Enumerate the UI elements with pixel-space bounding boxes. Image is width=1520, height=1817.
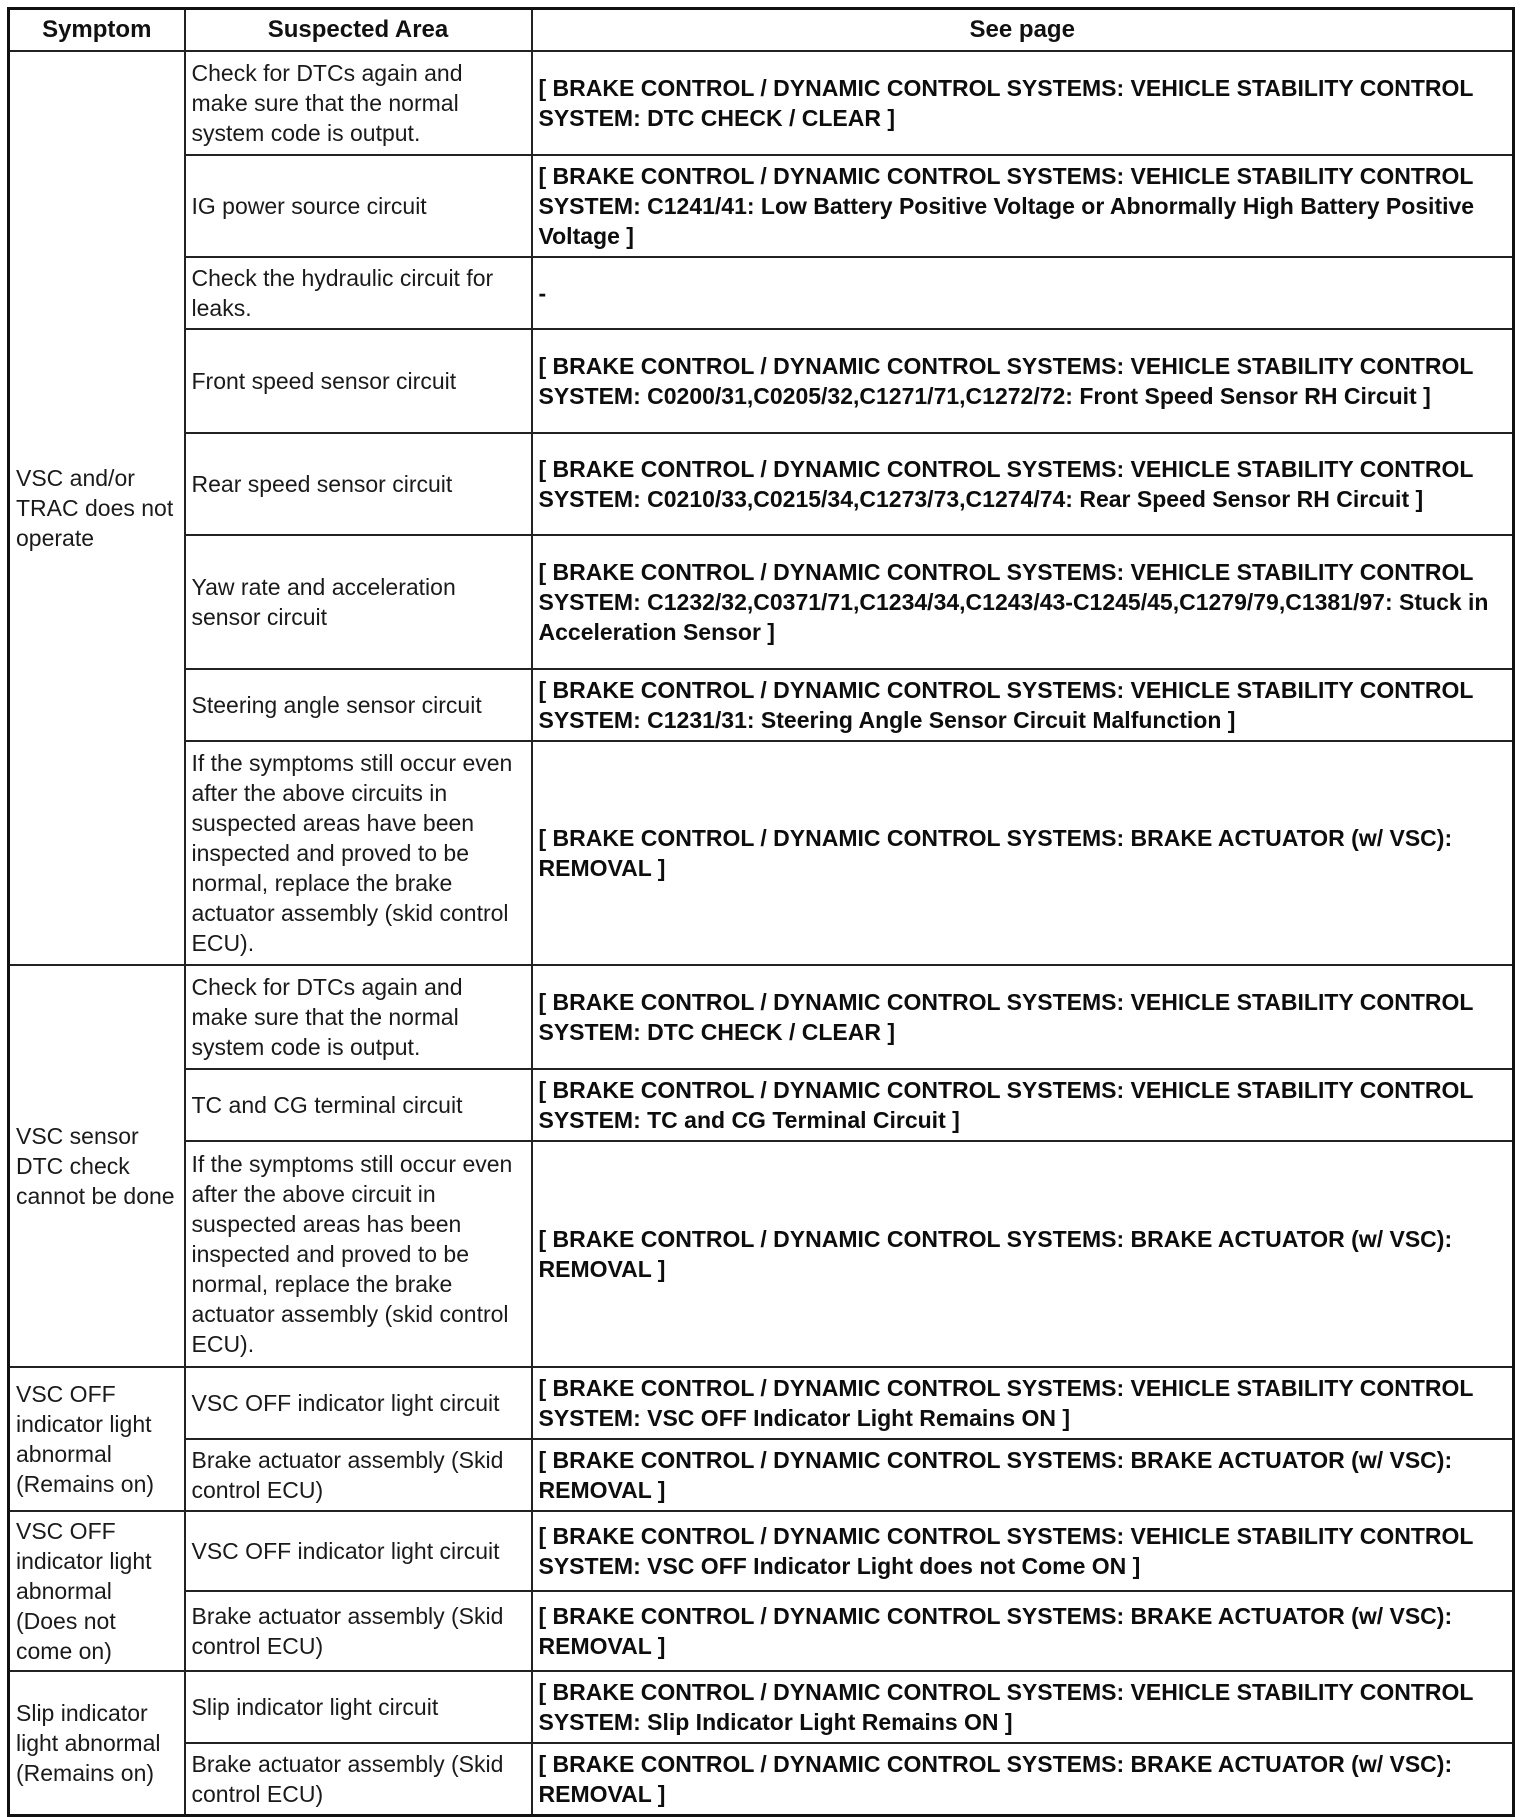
see-page-cell: [ BRAKE CONTROL / DYNAMIC CONTROL SYSTEMS: VEHICLE STABILITY CONTROL SYSTEM: VSC OFF Indicator Light does not Come ON ]: [532, 1511, 1514, 1591]
table-row: [9, 1511, 1514, 1591]
see-page-cell: [ BRAKE CONTROL / DYNAMIC CONTROL SYSTEMS: VEHICLE STABILITY CONTROL SYSTEM: Slip Indicator Light Remains ON ]: [532, 1671, 1514, 1743]
suspected-area-cell: VSC OFF indicator light circuit: [185, 1367, 532, 1439]
table-header-row: [9, 9, 1514, 52]
table-row: [9, 329, 1514, 433]
symptom-cell: VSC and/or TRAC does not operate: [9, 51, 185, 965]
symptom-cell: VSC sensor DTC check cannot be done: [9, 965, 185, 1367]
suspected-area-cell: If the symptoms still occur even after the above circuit in suspected areas has been inspected and proved to be normal, replace the brake actuator assembly (skid control ECU).: [185, 1141, 532, 1367]
see-page-cell: [ BRAKE CONTROL / DYNAMIC CONTROL SYSTEMS: BRAKE ACTUATOR (w/ VSC): REMOVAL ]: [532, 1141, 1514, 1367]
header-symptom: Symptom: [9, 9, 185, 52]
suspected-area-cell: Slip indicator light circuit: [185, 1671, 532, 1743]
document-page: [7, 7, 1512, 1807]
see-page-cell: [ BRAKE CONTROL / DYNAMIC CONTROL SYSTEMS: BRAKE ACTUATOR (w/ VSC): REMOVAL ]: [532, 741, 1514, 965]
table-row: [9, 1069, 1514, 1141]
see-page-cell: [ BRAKE CONTROL / DYNAMIC CONTROL SYSTEMS: VEHICLE STABILITY CONTROL SYSTEM: C1241/41: Low Battery Positive Voltage or Abnormally High Battery Positive Voltage ]: [532, 155, 1514, 257]
header-see-page: See page: [532, 9, 1514, 52]
suspected-area-cell: VSC OFF indicator light circuit: [185, 1511, 532, 1591]
symptom-cell: Slip indicator light abnormal (Remains on): [9, 1671, 185, 1815]
table-row: [9, 669, 1514, 741]
see-page-cell: -: [532, 257, 1514, 329]
suspected-area-cell: If the symptoms still occur even after the above circuits in suspected areas have been inspected and proved to be normal, replace the brake actuator assembly (skid control ECU).: [185, 741, 532, 965]
see-page-cell: [ BRAKE CONTROL / DYNAMIC CONTROL SYSTEMS: VEHICLE STABILITY CONTROL SYSTEM: TC and CG Terminal Circuit ]: [532, 1069, 1514, 1141]
see-page-cell: [ BRAKE CONTROL / DYNAMIC CONTROL SYSTEMS: VEHICLE STABILITY CONTROL SYSTEM: C0200/31,C0205/32,C1271/71,C1272/72: Front Speed Sensor RH Circuit ]: [532, 329, 1514, 433]
see-page-cell: [ BRAKE CONTROL / DYNAMIC CONTROL SYSTEMS: VEHICLE STABILITY CONTROL SYSTEM: C1232/32,C0371/71,C1234/34,C1243/43-C1245/45,C1279/79,C1381/97: Stuck in Acceleration Sensor ]: [532, 535, 1514, 669]
suspected-area-cell: Brake actuator assembly (Skid control ECU): [185, 1439, 532, 1511]
suspected-area-cell: Brake actuator assembly (Skid control ECU): [185, 1591, 532, 1671]
table-row: [9, 741, 1514, 965]
see-page-cell: [ BRAKE CONTROL / DYNAMIC CONTROL SYSTEMS: VEHICLE STABILITY CONTROL SYSTEM: DTC CHECK / CLEAR ]: [532, 965, 1514, 1069]
table-row: [9, 1743, 1514, 1815]
suspected-area-cell: IG power source circuit: [185, 155, 532, 257]
problem-symptoms-table: [7, 7, 1515, 1817]
suspected-area-cell: Rear speed sensor circuit: [185, 433, 532, 535]
see-page-cell: [ BRAKE CONTROL / DYNAMIC CONTROL SYSTEMS: VEHICLE STABILITY CONTROL SYSTEM: C0210/33,C0215/34,C1273/73,C1274/74: Rear Speed Sensor RH Circuit ]: [532, 433, 1514, 535]
table-row: [9, 433, 1514, 535]
see-page-cell: [ BRAKE CONTROL / DYNAMIC CONTROL SYSTEMS: BRAKE ACTUATOR (w/ VSC): REMOVAL ]: [532, 1743, 1514, 1815]
table-row: [9, 535, 1514, 669]
suspected-area-cell: TC and CG terminal circuit: [185, 1069, 532, 1141]
see-page-cell: [ BRAKE CONTROL / DYNAMIC CONTROL SYSTEMS: VEHICLE STABILITY CONTROL SYSTEM: C1231/31: Steering Angle Sensor Circuit Malfunction ]: [532, 669, 1514, 741]
suspected-area-cell: Steering angle sensor circuit: [185, 669, 532, 741]
see-page-cell: [ BRAKE CONTROL / DYNAMIC CONTROL SYSTEMS: BRAKE ACTUATOR (w/ VSC): REMOVAL ]: [532, 1439, 1514, 1511]
table-row: [9, 1591, 1514, 1671]
suspected-area-cell: Yaw rate and acceleration sensor circuit: [185, 535, 532, 669]
table-row: [9, 155, 1514, 257]
header-suspected-area: Suspected Area: [185, 9, 532, 52]
see-page-cell: [ BRAKE CONTROL / DYNAMIC CONTROL SYSTEMS: VEHICLE STABILITY CONTROL SYSTEM: DTC CHECK / CLEAR ]: [532, 51, 1514, 155]
symptom-cell: VSC OFF indicator light abnormal (Remains on): [9, 1367, 185, 1511]
table-row: [9, 1367, 1514, 1439]
suspected-area-cell: Check for DTCs again and make sure that the normal system code is output.: [185, 51, 532, 155]
suspected-area-cell: Brake actuator assembly (Skid control ECU): [185, 1743, 532, 1815]
table-row: [9, 1141, 1514, 1367]
symptom-cell: VSC OFF indicator light abnormal (Does not come on): [9, 1511, 185, 1671]
table-row: [9, 965, 1514, 1069]
table-row: [9, 1671, 1514, 1743]
table-row: [9, 51, 1514, 155]
suspected-area-cell: Check the hydraulic circuit for leaks.: [185, 257, 532, 329]
see-page-cell: [ BRAKE CONTROL / DYNAMIC CONTROL SYSTEMS: BRAKE ACTUATOR (w/ VSC): REMOVAL ]: [532, 1591, 1514, 1671]
suspected-area-cell: Check for DTCs again and make sure that the normal system code is output.: [185, 965, 532, 1069]
table-row: [9, 257, 1514, 329]
see-page-cell: [ BRAKE CONTROL / DYNAMIC CONTROL SYSTEMS: VEHICLE STABILITY CONTROL SYSTEM: VSC OFF Indicator Light Remains ON ]: [532, 1367, 1514, 1439]
table-row: [9, 1439, 1514, 1511]
suspected-area-cell: Front speed sensor circuit: [185, 329, 532, 433]
